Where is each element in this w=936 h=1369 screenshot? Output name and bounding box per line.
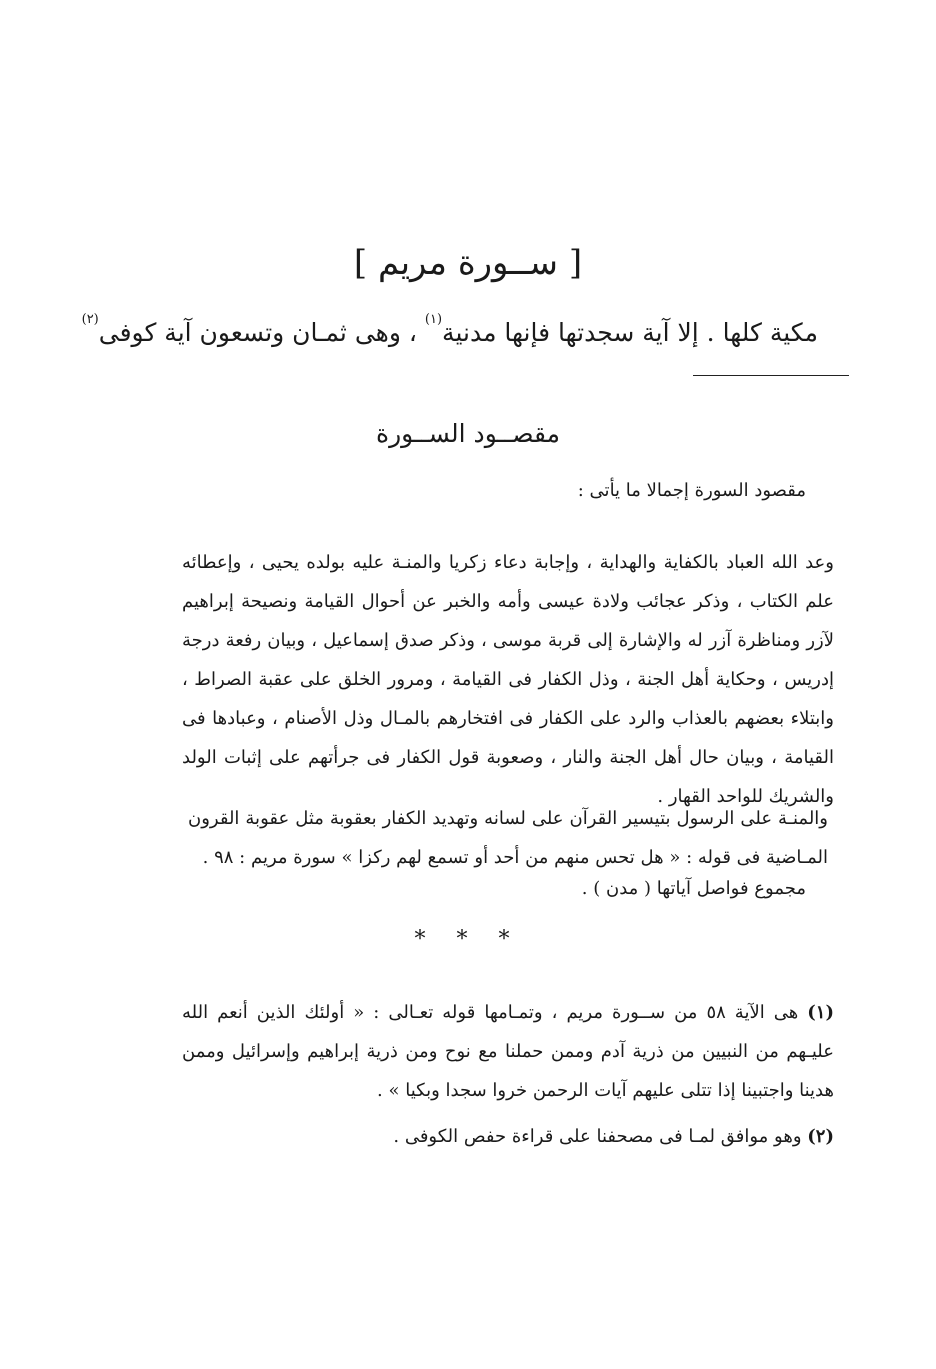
surah-info-line [81, 298, 818, 355]
surah-info-part1: مكية كلها . إلا آية سجدتها فإنها مدنية [442, 318, 818, 347]
section-separator: * * * [414, 927, 522, 952]
footnote-1-number: (١) [807, 1002, 834, 1023]
body-paragraph-2: والمنـة على الرسول بتيسير القرآن على لسانه وتهديد الكفار بعقوبة مثل عقوبة القرون المـاضية فى قوله : « هل تحس منهم من أحد أو تسمع لهم ركزا » سورة مريم : ٩٨ . [188, 808, 828, 868]
body-paragraph-1: وعد الله العباد بالكفاية والهداية ، وإجابة دعاء زكريا والمنـة عليه بولده يحيى ، وإعطائه علم الكتاب ، وذكر عجائب ولادة عيسى وأمه والخبر عن أحوال القيامة ونصيحة إبراهيم لآزر ومناظرة آزر له والإشارة إلى قربة موسى ، وذكر صدق إسماعيل ، وبيان رفعة درجة إدريس ، وحكاية أهل الجنة ، وذل الكفار فى القيامة ، ومرور الخلق على عقبة الصراط ، وابتلاء بعضهم بالعذاب والرد على الكفار فى افتخارهم بالمـال وذل الأصنام ، وعبادها فى القيامة ، وبيان حال أهل الجنة والنار ، وصعوبة قول الكفار فى جرأتهم على إثبات الولد والشريك للواحد القهار . [182, 552, 834, 807]
footnote-ref-2: (٢) [81, 312, 99, 327]
section-heading: مقصــود الســورة [376, 419, 560, 448]
fawasil-line: مجموع فواصل آياتها ( مدن ) . [581, 878, 806, 899]
intro-line: مقصود السورة إجمالا ما يأتى : [577, 480, 806, 501]
horizontal-rule [693, 375, 849, 376]
footnote-ref-1: (١) [424, 312, 443, 327]
footnote-1-text: هى الآية ٥٨ من ســورة مريم ، وتمـامها قوله تعـالى : « أولئك الذين أنعم الله عليـهم من النبيين من ذرية آدم وممن حملنا مع نوح ومن ذرية إبراهيم وإسرائيل وممن هدينا واجتبينا إذا تتلى عليهم آيات الرحمن خروا سجدا وبكيا » . [182, 1002, 834, 1101]
footnote-1 [182, 993, 834, 1110]
footnote-2 [182, 1117, 834, 1156]
footnote-2-number: (٢) [807, 1126, 834, 1147]
surah-title: [ ســورة مريم ] [353, 243, 583, 283]
surah-info-part2: ، وهى ثمـان وتسعون آية كوفى [98, 318, 417, 347]
footnote-2-text: وهو موافق لمـا فى مصحفنا على قراءة حفص الكوفى . [393, 1126, 802, 1147]
